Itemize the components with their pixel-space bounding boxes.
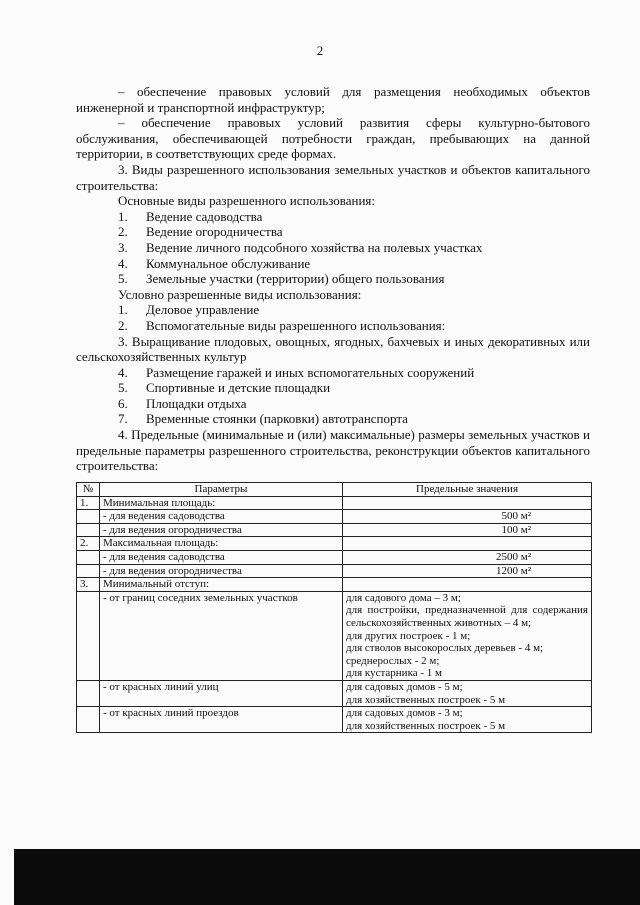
list-item-text: Земельные участки (территории) общего пользования — [146, 271, 445, 287]
value-line: для хозяйственных построек - 5 м — [346, 693, 506, 706]
param-cell: - для ведения садоводства — [100, 550, 343, 564]
section-4-heading: 4. Предельные (минимальные и (или) максимальные) размеры земельных участков и предельные параметры разрешенного строительства, реконструкции объектов капитального строительства: — [76, 427, 590, 474]
list-item-text: Коммунальное обслуживание — [146, 255, 311, 271]
table-row — [77, 537, 592, 551]
list-item — [76, 318, 590, 334]
header-parameters: Параметры — [100, 483, 343, 497]
list-item-text: Ведение личного подсобного хозяйства на полевых участках — [146, 239, 483, 255]
value-cell: 2500 м² — [343, 550, 592, 564]
group-title: Минимальный отступ: — [100, 578, 343, 592]
list-item-number: 5. — [118, 380, 128, 396]
list-item-number: 5. — [118, 271, 128, 287]
table-row — [77, 564, 592, 578]
header-number: № — [77, 483, 100, 497]
list-item — [76, 256, 590, 272]
list-item-number: 2. — [118, 317, 128, 333]
main-uses-label: Основные виды разрешенного использования: — [118, 193, 376, 209]
value-line: для садовых домов - 3 м; — [346, 707, 463, 720]
scan-edge-bar — [14, 849, 640, 905]
list-item-text: Спортивные и детские площадки — [146, 380, 331, 396]
list-item-number: 2. — [118, 224, 128, 240]
value-cell: 1200 м² — [343, 564, 592, 578]
value-line: среднерослых - 2 м; — [346, 654, 440, 667]
value-line: для других построек - 1 м; — [346, 629, 471, 642]
table-row — [77, 707, 592, 733]
list-item — [76, 240, 590, 256]
page-number: 2 — [316, 43, 324, 58]
list-item-text: Размещение гаражей и иных вспомогательных сооружений — [146, 364, 475, 380]
value-line: для стволов высокорослых деревьев - 4 м; — [346, 642, 544, 655]
list-item — [76, 271, 590, 287]
value-cell: 100 м² — [343, 523, 592, 537]
list-item-number: 7. — [118, 411, 128, 427]
param-cell: - для ведения огородничества — [100, 564, 343, 578]
list-item-text: Ведение садоводства — [146, 208, 263, 224]
conditional-uses-list — [76, 302, 590, 427]
list-item — [76, 396, 590, 412]
list-item-number: 4. — [118, 364, 128, 380]
param-cell: - от красных линий улиц — [100, 680, 343, 706]
table-row — [77, 523, 592, 537]
value-line: для садового дома – 3 м; — [346, 591, 461, 604]
main-uses-list — [76, 209, 590, 287]
list-item-number: 1. — [118, 302, 128, 318]
list-item-number: 6. — [118, 395, 128, 411]
intro-paragraph-2: – обеспечение правовых условий развития сферы культурно-бытового обслуживания, обеспечивающей потребности граждан, пребывающих на данной территории, в соответствующих среде формах. — [76, 115, 590, 162]
param-cell: - для ведения огородничества — [100, 523, 343, 537]
list-item-number: 1. — [118, 208, 128, 224]
list-item — [76, 224, 590, 240]
table-row — [77, 550, 592, 564]
list-item — [76, 209, 590, 225]
document-body — [76, 84, 590, 474]
param-cell: - от красных линий проездов — [100, 707, 343, 733]
group-title: Минимальная площадь: — [100, 496, 343, 510]
param-cell: - для ведения садоводства — [100, 510, 343, 524]
table-row — [77, 510, 592, 524]
group-title: Максимальная площадь: — [100, 537, 343, 551]
row-number: 1. — [77, 496, 100, 510]
list-item — [76, 411, 590, 427]
list-item — [76, 302, 590, 318]
list-item-text: Вспомогательные виды разрешенного использования: — [146, 317, 446, 333]
conditional-uses-label: Условно разрешенные виды использования: — [118, 286, 362, 302]
list-item-number: 3. — [118, 239, 128, 255]
row-number: 2. — [77, 537, 100, 551]
value-cell — [343, 707, 592, 733]
value-cell: 500 м² — [343, 510, 592, 524]
list-item-text: Временные стоянки (парковки) автотранспорта — [146, 411, 408, 427]
value-line: для постройки, предназначенной для содержания сельскохозяйственных животных – 4 м; — [346, 604, 588, 629]
param-cell: - от границ соседних земельных участков — [100, 591, 343, 680]
table-row — [77, 496, 592, 510]
list-item — [76, 365, 590, 381]
row-number: 3. — [77, 578, 100, 592]
value-line: для кустарника - 1 м — [346, 667, 442, 680]
parameters-table — [76, 482, 592, 733]
list-item-text: Ведение огородничества — [146, 224, 283, 240]
list-item-text: Деловое управление — [146, 302, 260, 318]
section-3-heading: 3. Виды разрешенного использования земельных участков и объектов капитального строительства: — [76, 161, 590, 193]
value-line: для садовых домов - 5 м; — [346, 680, 463, 693]
list-item — [76, 380, 590, 396]
value-cell — [343, 591, 592, 680]
table-row — [77, 591, 592, 680]
value-cell — [343, 680, 592, 706]
value-line: для хозяйственных построек - 5 м — [346, 719, 506, 732]
list-item-number: 4. — [118, 255, 128, 271]
table-header-row — [77, 483, 592, 497]
list-item-wrapped: 3. Выращивание плодовых, овощных, ягодных, бахчевых и иных декоративных или сельскохозяйственных культур — [76, 333, 590, 365]
list-item-text: Площадки отдыха — [146, 395, 247, 411]
table-row — [77, 680, 592, 706]
header-values: Предельные значения — [343, 483, 592, 497]
table-row — [77, 578, 592, 592]
intro-paragraph-1: – обеспечение правовых условий для размещения необходимых объектов инженерной и транспортной инфраструктур; — [76, 84, 590, 115]
